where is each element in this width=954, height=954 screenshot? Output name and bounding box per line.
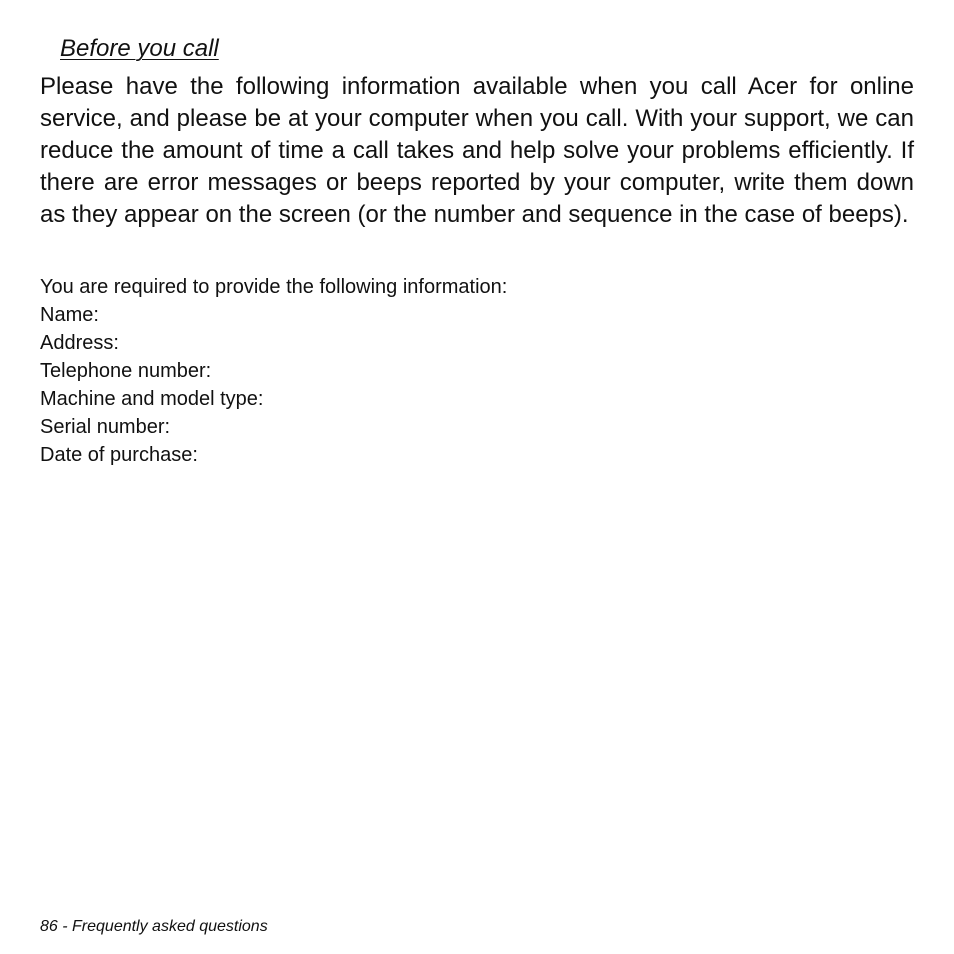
field-address: Address: bbox=[40, 332, 119, 354]
required-info-intro: You are required to provide the following information: bbox=[40, 276, 508, 298]
page-footer: 86 - Frequently asked questions bbox=[40, 918, 268, 935]
required-info-list bbox=[40, 273, 507, 469]
field-telephone: Telephone number: bbox=[40, 360, 212, 382]
field-date-of-purchase: Date of purchase: bbox=[40, 444, 198, 466]
section-heading: Before you call bbox=[60, 35, 219, 62]
field-name: Name: bbox=[40, 304, 99, 326]
field-serial-number: Serial number: bbox=[40, 416, 171, 438]
intro-paragraph: Please have the following information available when you call Acer for online service, and please be at your computer when you call. With your support, we can reduce the amount of time a call takes and help solve your problems efficiently. If there are error messages or beeps reported by your computer, write them down as they appear on the screen (or the number and sequence in the case of beeps). bbox=[40, 73, 914, 228]
document-page bbox=[40, 0, 914, 954]
field-machine-model: Machine and model type: bbox=[40, 388, 264, 410]
